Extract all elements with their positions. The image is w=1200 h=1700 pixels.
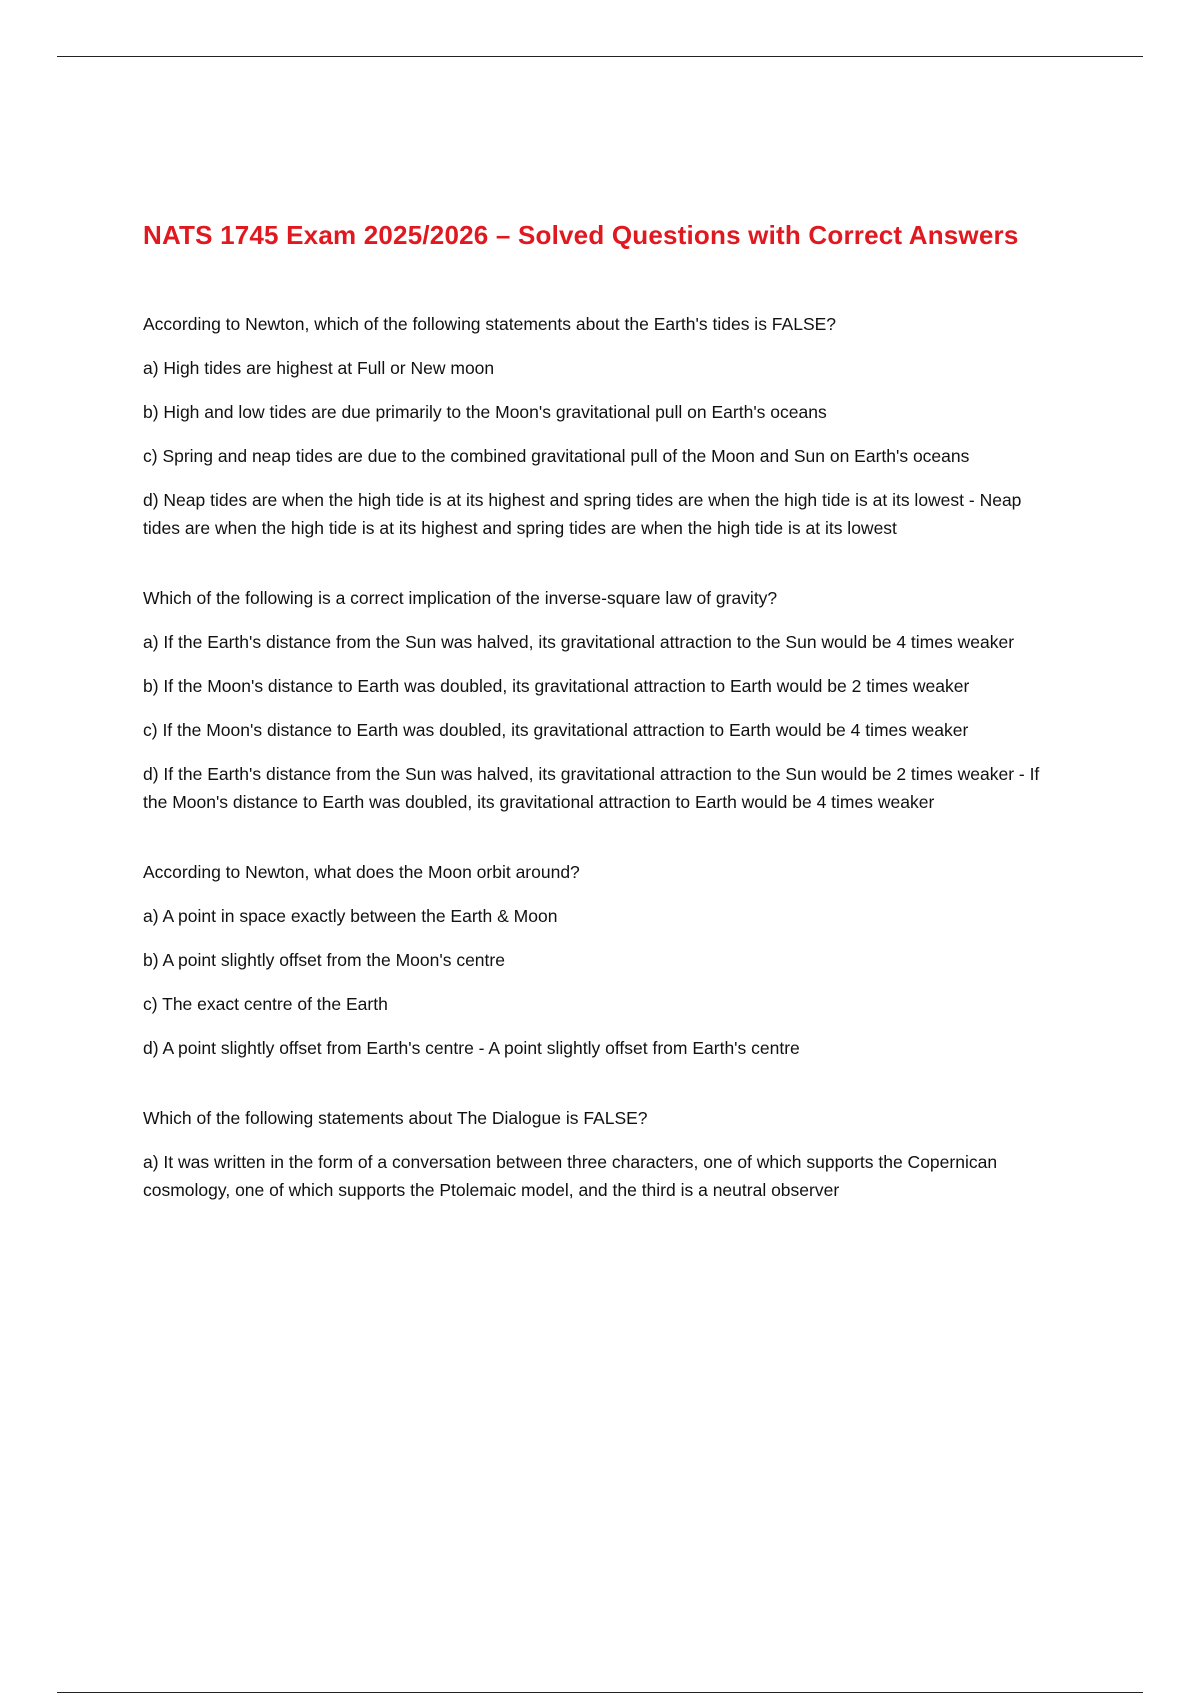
answer-option: d) If the Earth's distance from the Sun was halved, its gravitational attraction to the Sun would be 2 times weaker - If the Moon's distance to Earth was doubled, its gravitational attraction to Earth would be 4 times weaker (143, 764, 1040, 812)
answer-option: d) A point slightly offset from Earth's centre - A point slightly offset from Earth's centre (143, 1038, 800, 1058)
question-text: Which of the following statements about The Dialogue is FALSE? (143, 1108, 648, 1128)
answer-option: c) Spring and neap tides are due to the combined gravitational pull of the Moon and Sun on Earth's oceans (143, 446, 970, 466)
header-rule (57, 56, 1143, 57)
question-block (143, 310, 1063, 542)
footer-rule (57, 1692, 1143, 1693)
answer-option: a) A point in space exactly between the Earth & Moon (143, 906, 558, 926)
question-text: Which of the following is a correct implication of the inverse-square law of gravity? (143, 588, 778, 608)
answer-option: c) The exact centre of the Earth (143, 994, 388, 1014)
document-body (143, 215, 1063, 1246)
answer-option: a) High tides are highest at Full or New moon (143, 358, 495, 378)
question-text: According to Newton, which of the following statements about the Earth's tides is FALSE? (143, 314, 837, 334)
answer-option: b) A point slightly offset from the Moon's centre (143, 950, 505, 970)
answer-option: d) Neap tides are when the high tide is at its highest and spring tides are when the high tide is at its lowest - Neap tides are when the high tide is at its highest and spring tides are when the high tide is at its lowest (143, 490, 1022, 538)
question-block (143, 584, 1063, 816)
question-block (143, 1104, 1063, 1204)
answer-option: b) If the Moon's distance to Earth was doubled, its gravitational attraction to Earth would be 2 times weaker (143, 676, 970, 696)
question-block (143, 858, 1063, 1062)
answer-option: b) High and low tides are due primarily to the Moon's gravitational pull on Earth's oceans (143, 402, 827, 422)
document-title: NATS 1745 Exam 2025/2026 – Solved Questions with Correct Answers (143, 220, 1019, 250)
answer-option: a) It was written in the form of a conversation between three characters, one of which supports the Copernican cosmology, one of which supports the Ptolemaic model, and the third is a neutral observer (143, 1152, 998, 1200)
answer-option: c) If the Moon's distance to Earth was doubled, its gravitational attraction to Earth would be 4 times weaker (143, 720, 969, 740)
answer-option: a) If the Earth's distance from the Sun was halved, its gravitational attraction to the Sun would be 4 times weaker (143, 632, 1015, 652)
question-text: According to Newton, what does the Moon orbit around? (143, 862, 580, 882)
